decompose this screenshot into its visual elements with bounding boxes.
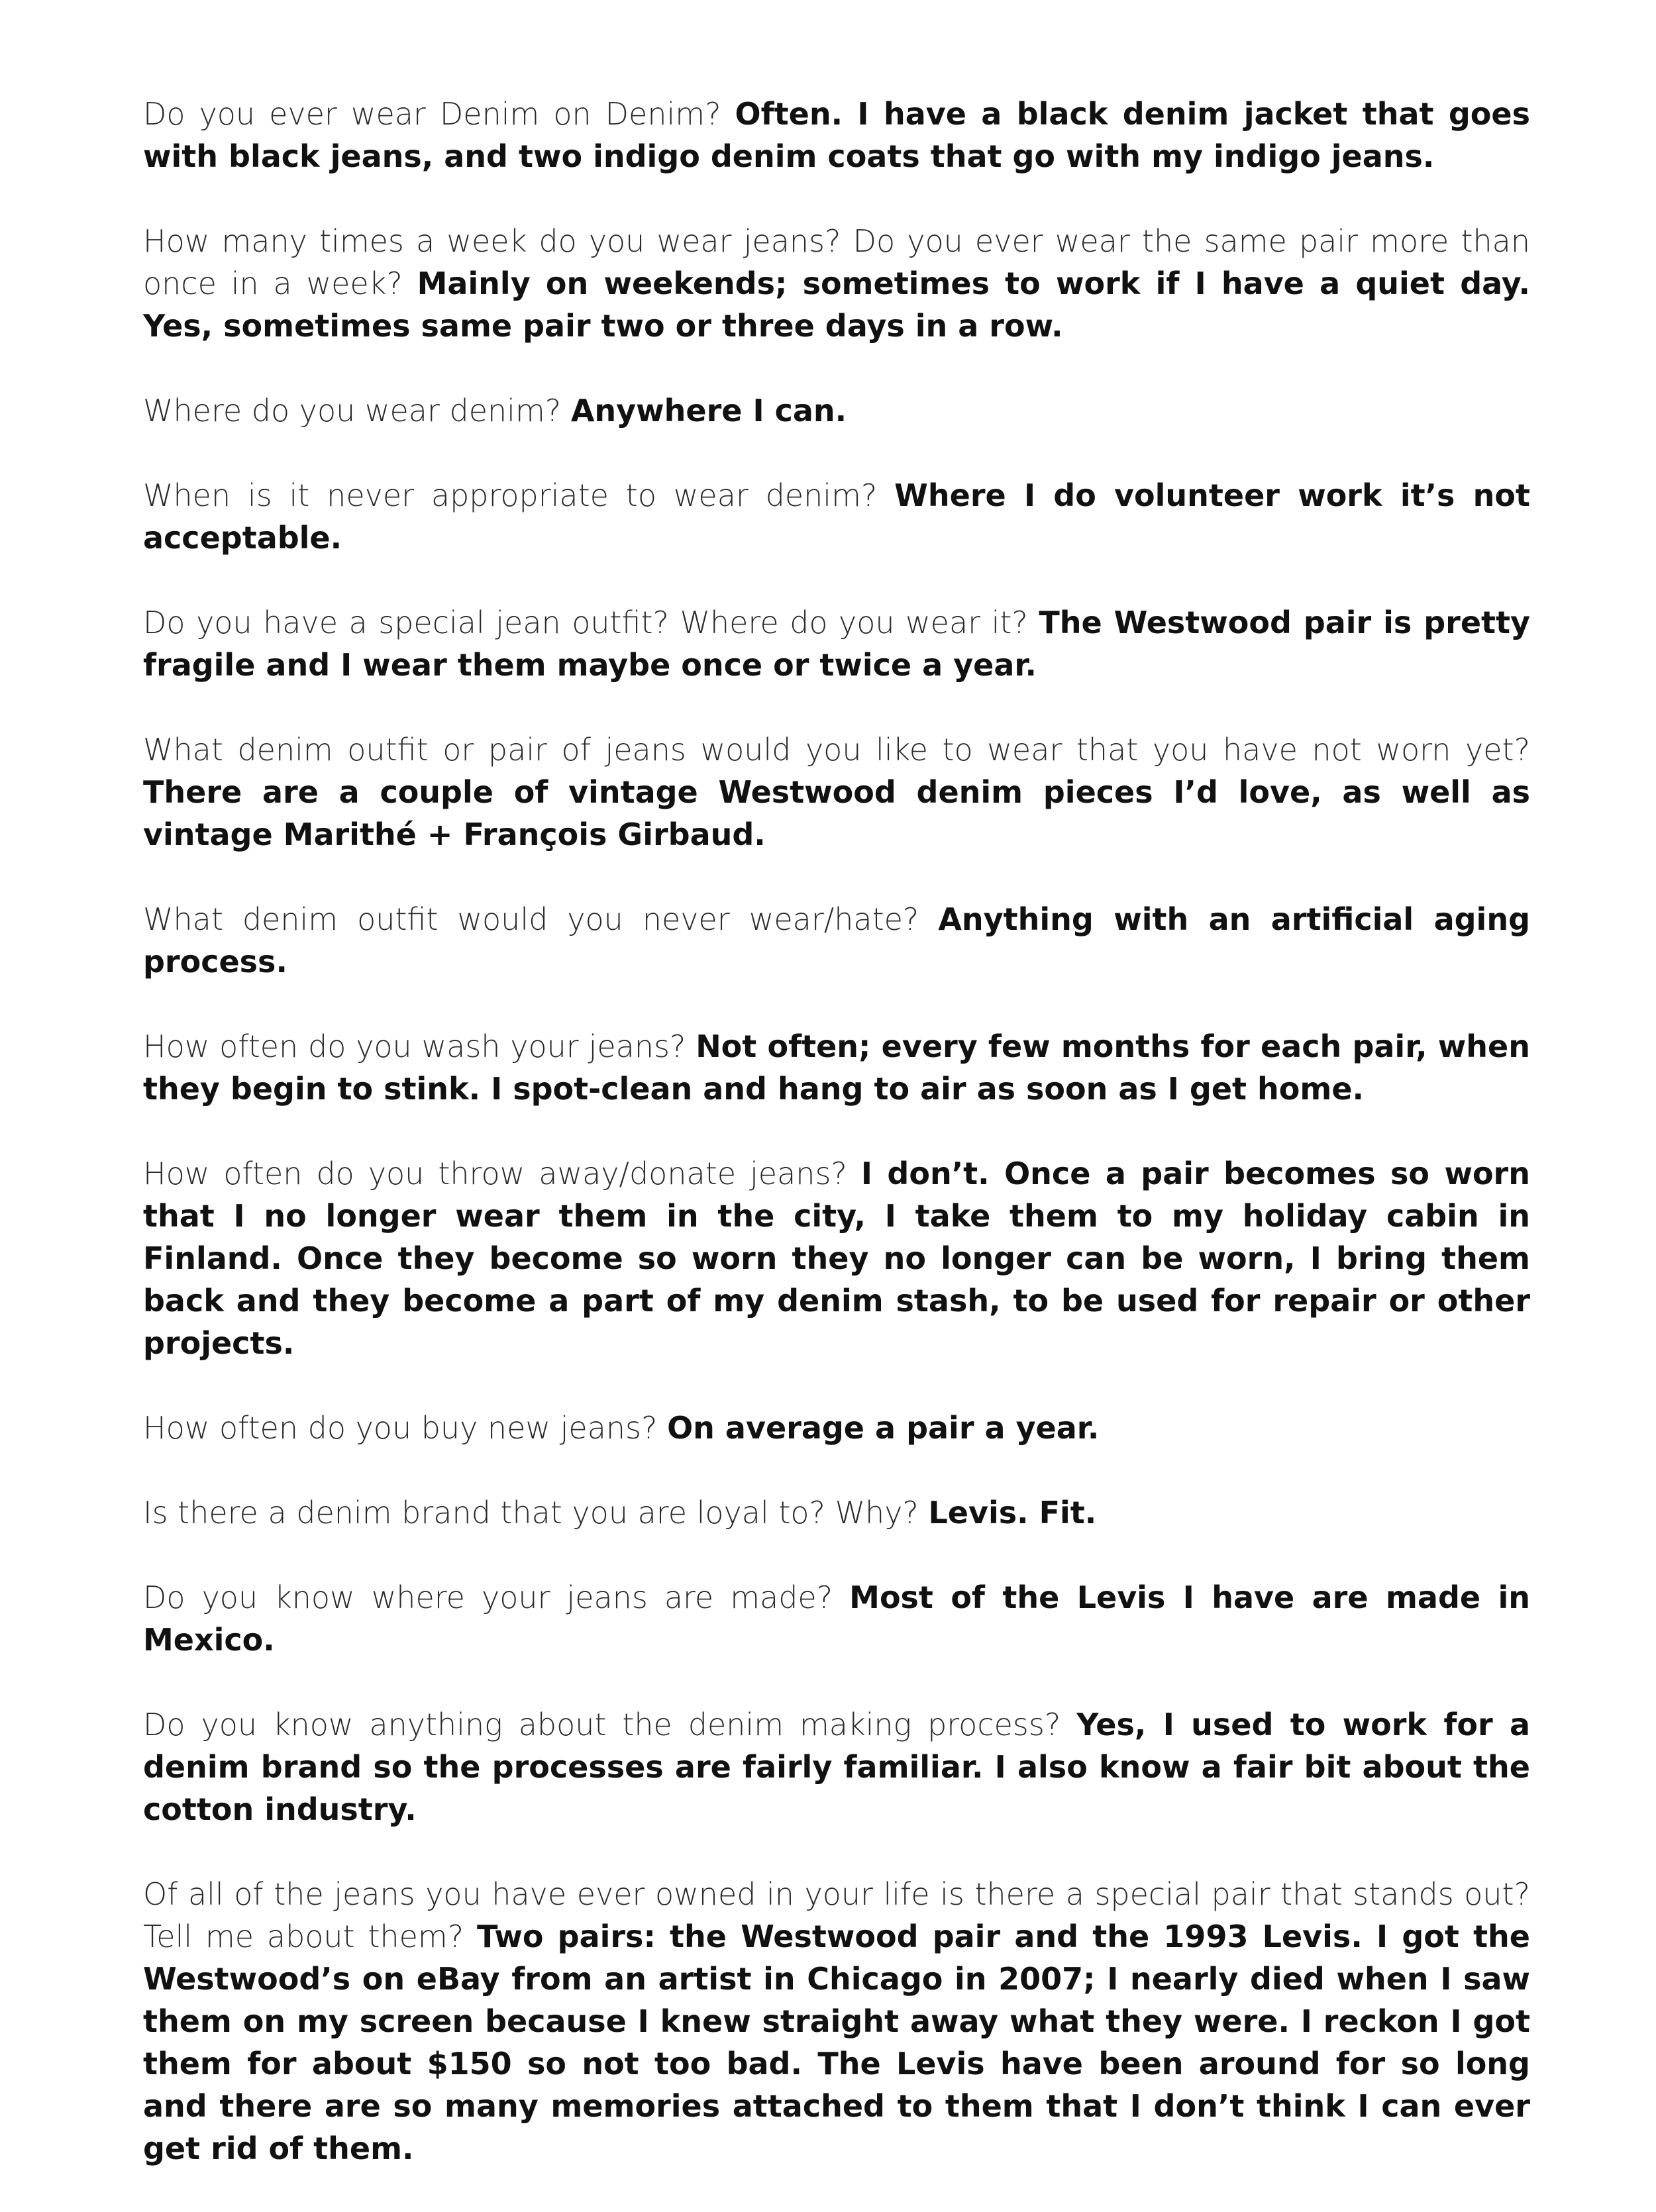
question-text: Do you know anything about the denim making process? — [143, 1707, 1061, 1742]
qa-item — [143, 1491, 1530, 1534]
answer-text: Yes, I used to work for a denim brand so the processes are fairly familiar. I also know a fair bit about the cotton industry. — [143, 1707, 1531, 1827]
answer-text: Levis. Fit. — [928, 1495, 1097, 1531]
qa-item — [143, 1407, 1530, 1449]
qa-item — [143, 389, 1530, 432]
answer-text: Where I do volunteer work it’s not acceptable. — [143, 478, 1530, 556]
question-text: How many times a week do you wear jeans? Do you ever wear the same pair more than once in a week? — [143, 223, 1530, 301]
answer-text: Not often; every few months for each pair, when they begin to stink. I spot-clean and hang to air as soon as I get home. — [143, 1029, 1530, 1107]
question-text: How often do you throw away/donate jeans? — [143, 1156, 847, 1191]
qa-item — [143, 1152, 1530, 1364]
question-text: Do you know where your jeans are made? — [143, 1580, 833, 1615]
question-text: Of all of the jeans you have ever owned in your life is there a special pair that stands out? Tell me about them? — [143, 1876, 1530, 1954]
question-text: When is it never appropriate to wear denim? — [143, 478, 878, 513]
question-text: Where do you wear denim? — [143, 393, 562, 428]
qa-item — [143, 474, 1530, 559]
answer-text: The Westwood pair is pretty fragile and I wear them maybe once or twice a year. — [143, 605, 1530, 683]
qa-item — [143, 93, 1530, 177]
qa-item — [143, 729, 1530, 856]
question-text: What denim outfit or pair of jeans would you like to wear that you have not worn yet? — [143, 732, 1530, 768]
question-text: Is there a denim brand that you are loyal to? Why? — [143, 1495, 919, 1531]
question-text: Do you ever wear Denim on Denim? — [143, 96, 721, 132]
document-page — [143, 93, 1530, 2212]
qa-item — [143, 1025, 1530, 1110]
question-text: How often do you wash your jeans? — [143, 1029, 686, 1064]
answer-text: Anything with an artificial aging process. — [143, 901, 1530, 980]
qa-item — [143, 1576, 1530, 1661]
answer-text: Two pairs: the Westwood pair and the 1993 Levis. I got the Westwood’s on eBay from an artist in Chicago in 2007; I nearly died when I saw them on my screen because I knew straight away what they were. I reckon I got them for about $150 so not too bad. The Levis have been around for so long and there are so many memories attached to them that I don’t think I can ever get rid of them. — [143, 1919, 1531, 2166]
answer-text: Often. I have a black denim jacket that goes with black jeans, and two indigo denim coats that go with my indigo jeans. — [143, 96, 1530, 174]
answer-text: Most of the Levis I have are made in Mexico. — [143, 1580, 1530, 1658]
question-text: What denim outfit would you never wear/hate? — [143, 901, 919, 937]
qa-item — [143, 601, 1530, 686]
qa-item — [143, 220, 1530, 347]
answer-text: Mainly on weekends; sometimes to work if I have a quiet day. Yes, sometimes same pair two or three days in a row. — [143, 266, 1530, 344]
qa-item — [143, 898, 1530, 983]
answer-text: Anywhere I can. — [570, 393, 847, 428]
answer-text: There are a couple of vintage Westwood denim pieces I’d love, as well as vintage Marithé + François Girbaud. — [143, 774, 1530, 852]
question-text: Do you have a special jean outfit? Where do you wear it? — [143, 605, 1028, 640]
qa-item — [143, 1703, 1530, 1831]
qa-item — [143, 1873, 1530, 2170]
question-text: How often do you buy new jeans? — [143, 1410, 658, 1446]
answer-text: I don’t. Once a pair becomes so worn that I no longer wear them in the city, I take them to my holiday cabin in Finland. Once they become so worn they no longer can be worn, I bring them back and they become a part of my denim stash, to be used for repair or other projects. — [143, 1156, 1530, 1361]
answer-text: On average a pair a year. — [667, 1410, 1100, 1446]
